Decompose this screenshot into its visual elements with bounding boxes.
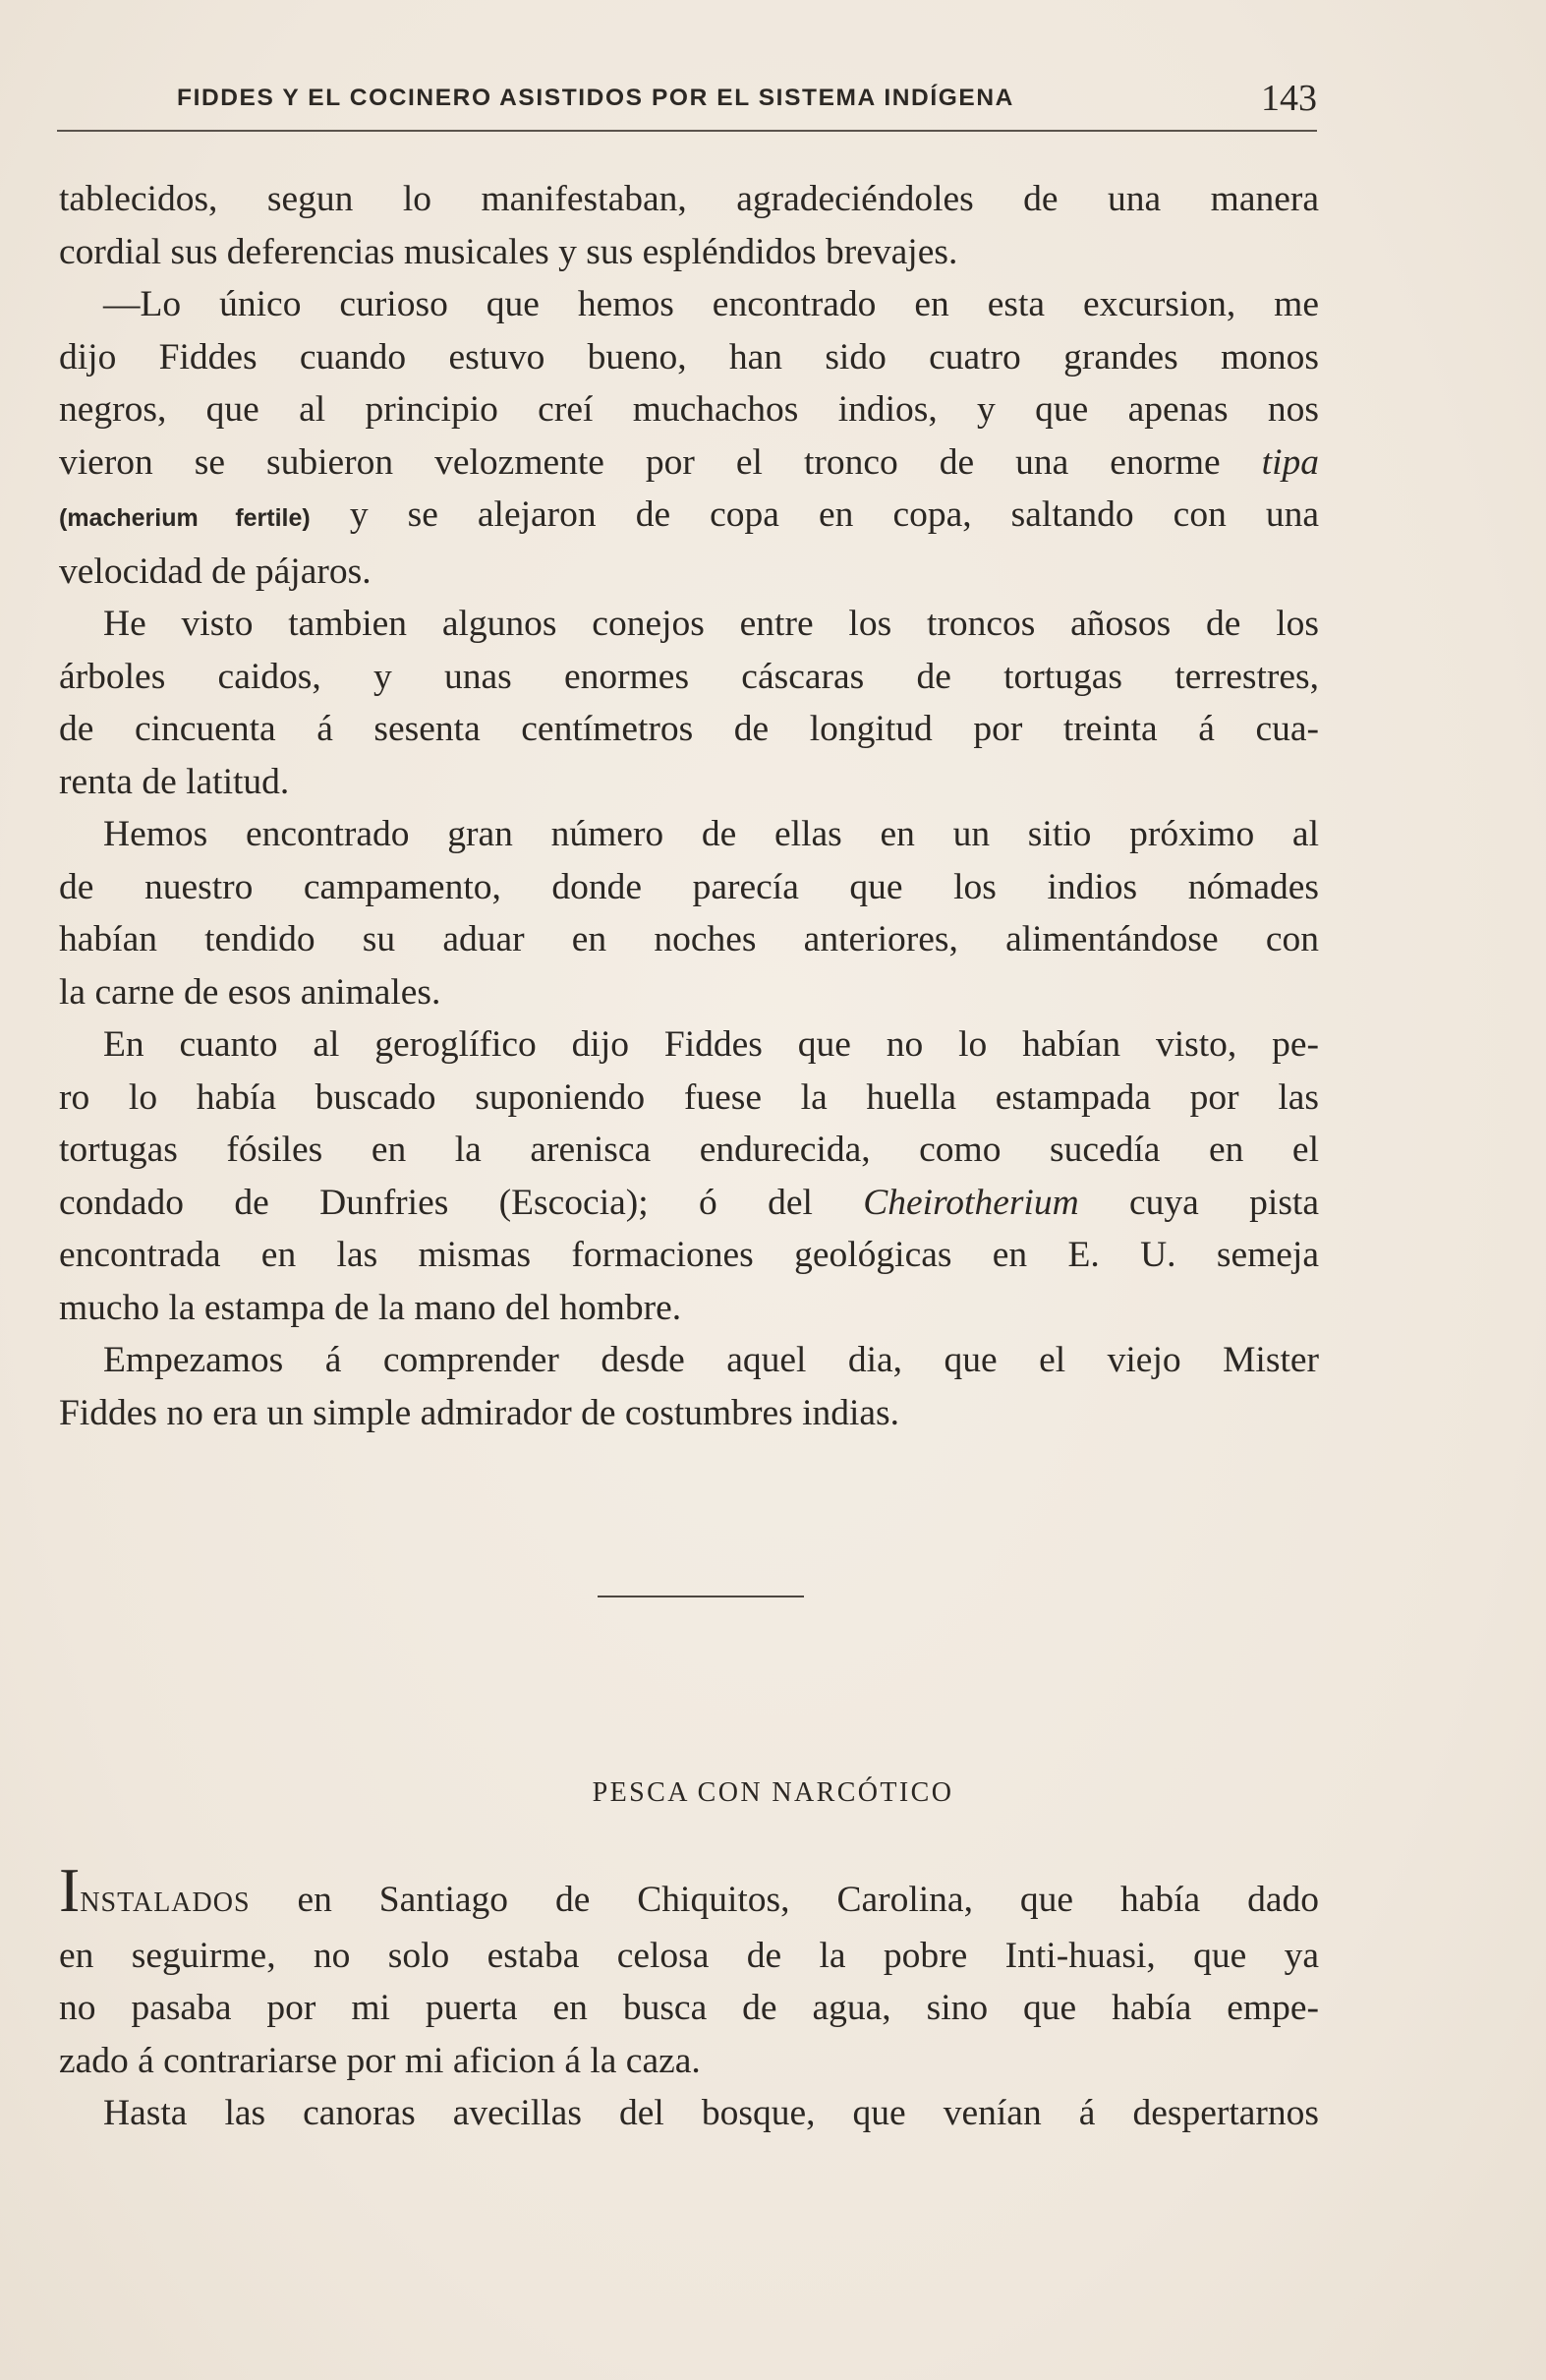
page-number: 143 xyxy=(1261,78,1317,119)
text-line xyxy=(59,436,1319,490)
text-line: en seguirme, no solo estaba celosa de la pobre Inti-huasi, que ya xyxy=(59,1935,1319,1976)
body-text xyxy=(59,173,1319,1439)
text-line: habían tendido su aduar en noches anteriores, alimentándose con xyxy=(59,919,1319,959)
text-line: encontrada en las mismas formaciones geológicas en E. U. semeja xyxy=(59,1235,1319,1275)
scientific-name: (macherium fertile) xyxy=(59,504,311,532)
text-fragment: en Santiago de Chiquitos, Carolina, que había dado xyxy=(297,1880,1319,1920)
drop-cap: I xyxy=(59,1855,81,1925)
italic-term: Cheirotherium xyxy=(863,1182,1079,1223)
text-line: He visto tambien algunos conejos entre los troncos añosos de los xyxy=(103,604,1319,644)
text-line: Empezamos á comprender desde aquel dia, que el viejo Mister xyxy=(103,1340,1319,1380)
text-line: En cuanto al geroglífico dijo Fiddes que no lo habían visto, pe- xyxy=(103,1024,1319,1065)
text-line: de cincuenta á sesenta centímetros de longitud por treinta á cua- xyxy=(59,709,1319,749)
text-fragment: vieron se subieron velozmente por el tronco de una enorme xyxy=(59,441,1221,483)
smallcaps-word: NSTALADOS xyxy=(80,1887,251,1918)
running-title: FIDDES Y EL COCINERO ASISTIDOS POR EL SISTEMA INDÍGENA xyxy=(177,85,1014,111)
text-line: la carne de esos animales. xyxy=(59,971,441,1013)
text-fragment: y se alejaron de copa en copa, saltando con una xyxy=(349,494,1320,535)
text-line: Fiddes no era un simple admirador de costumbres indias. xyxy=(59,1392,900,1433)
text-line xyxy=(59,1855,1319,1930)
section-text xyxy=(59,1855,1319,2140)
text-line: tablecidos, segun lo manifestaban, agradeciéndoles de una manera xyxy=(59,179,1319,219)
italic-term: tipa xyxy=(1261,441,1319,483)
text-line xyxy=(59,489,1319,546)
section-title: PESCA CON NARCÓTICO xyxy=(592,1777,954,1808)
text-line: Hemos encontrado gran número de ellas en un sitio próximo al xyxy=(103,814,1319,854)
text-line: zado á contrariarse por mi aficion á la caza. xyxy=(59,2040,701,2081)
text-line: cordial sus deferencias musicales y sus espléndidos brevajes. xyxy=(59,231,958,272)
running-header xyxy=(57,75,1317,132)
text-line: —Lo único curioso que hemos encontrado en esta excursion, me xyxy=(103,284,1319,324)
text-line: negros, que al principio creí muchachos indios, y que apenas nos xyxy=(59,389,1319,430)
text-fragment: cuya pista xyxy=(1129,1182,1319,1223)
text-line: dijo Fiddes cuando estuvo bueno, han sido cuatro grandes monos xyxy=(59,336,1319,377)
section-divider xyxy=(598,1596,804,1597)
text-line: tortugas fósiles en la arenisca endurecida, como sucedía en el xyxy=(59,1130,1319,1170)
text-line: de nuestro campamento, donde parecía que los indios nómades xyxy=(59,866,1319,907)
text-line: Hasta las canoras avecillas del bosque, que venían á despertarnos xyxy=(103,2093,1319,2133)
text-line: no pasaba por mi puerta en busca de agua, sino que había empe- xyxy=(59,1988,1319,2028)
text-line: renta de latitud. xyxy=(59,761,290,802)
text-fragment: condado de Dunfries (Escocia); ó del xyxy=(59,1182,813,1223)
text-line: mucho la estampa de la mano del hombre. xyxy=(59,1287,682,1328)
text-line xyxy=(59,1177,1319,1230)
text-line: ro lo había buscado suponiendo fuese la huella estampada por las xyxy=(59,1076,1319,1118)
text-line: velocidad de pájaros. xyxy=(59,551,372,592)
text-line: árboles caidos, y unas enormes cáscaras de tortugas terrestres, xyxy=(59,656,1319,697)
